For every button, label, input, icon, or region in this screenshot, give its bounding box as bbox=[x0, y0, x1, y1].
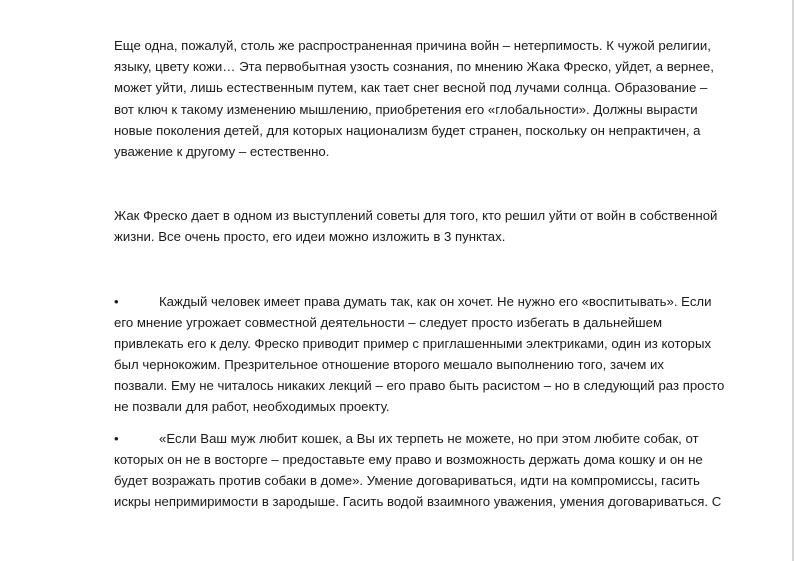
text-line: новые поколения детей, для которых национализм будет странен, поскольку он непрактичен, а bbox=[114, 122, 701, 138]
text-line: был чернокожим. Презрительное отношение второго мешало выполнению того, зачем их bbox=[114, 357, 664, 373]
text-line: Каждый человек имеет права думать так, как он хочет. Не нужно его «воспитывать». Если bbox=[159, 293, 712, 309]
bullet-spacer bbox=[114, 418, 744, 428]
text-line: «Если Ваш муж любит кошек, а Вы их терпеть не можете, но при этом любите собак, от bbox=[159, 430, 699, 446]
paragraph-spacer bbox=[114, 162, 744, 205]
text-line: которых он не в восторге – предоставьте ему право и возможность держать дома кошку и он не bbox=[114, 451, 703, 467]
paragraph-spacer bbox=[114, 248, 744, 291]
text-line: его мнение угрожает совместной деятельности – следует просто избегать в дальнейшем bbox=[114, 314, 663, 330]
text-line: позвали. Ему не читалось никаких лекций – его право быть расистом – но в следующий раз просто bbox=[114, 378, 725, 394]
text-line: уважение к другому – естественно. bbox=[114, 143, 330, 159]
bullet-item-1 bbox=[114, 291, 744, 418]
bullet-item-2 bbox=[114, 428, 744, 513]
text-line: Еще одна, пожалуй, столь же распространенная причина войн – нетерпимость. К чужой религии, bbox=[114, 38, 711, 53]
text-line: языку, цвету кожи… Эта первобытная узость сознания, по мнению Жака Фреско, уйдет, а вернее, bbox=[114, 59, 714, 75]
text-line: может уйти, лишь естественным путем, как тает снег весной под лучами солнца. Образование – bbox=[114, 80, 708, 96]
text-line: будет возражать против собаки в доме». Умение договариваться, идти на компромиссы, гасить bbox=[114, 473, 700, 488]
document-body bbox=[114, 35, 744, 512]
text-line: вот ключ к такому изменению мышлению, приобретения его «глобальности». Должны вырасти bbox=[114, 101, 698, 117]
text-line: не позвали для работ, необходимых проекту. bbox=[114, 399, 390, 415]
paragraph-intolerance bbox=[114, 35, 744, 162]
bullet-icon: • bbox=[114, 430, 119, 446]
text-line: Жак Фреско дает в одном из выступлений советы для того, кто решил уйти от войн в собственной bbox=[114, 208, 718, 224]
text-line: жизни. Все очень просто, его идеи можно изложить в 3 пунктах. bbox=[114, 229, 506, 245]
text-line: искры непримиримости в зародыше. Гасить водой взаимного уважения, умения договариваться. С bbox=[114, 494, 722, 510]
paragraph-advice-intro bbox=[114, 205, 744, 247]
text-line: привлекать его к делу. Фреско приводит пример с приглашенными электриками, один из которых bbox=[114, 335, 712, 351]
bullet-icon: • bbox=[114, 293, 119, 309]
